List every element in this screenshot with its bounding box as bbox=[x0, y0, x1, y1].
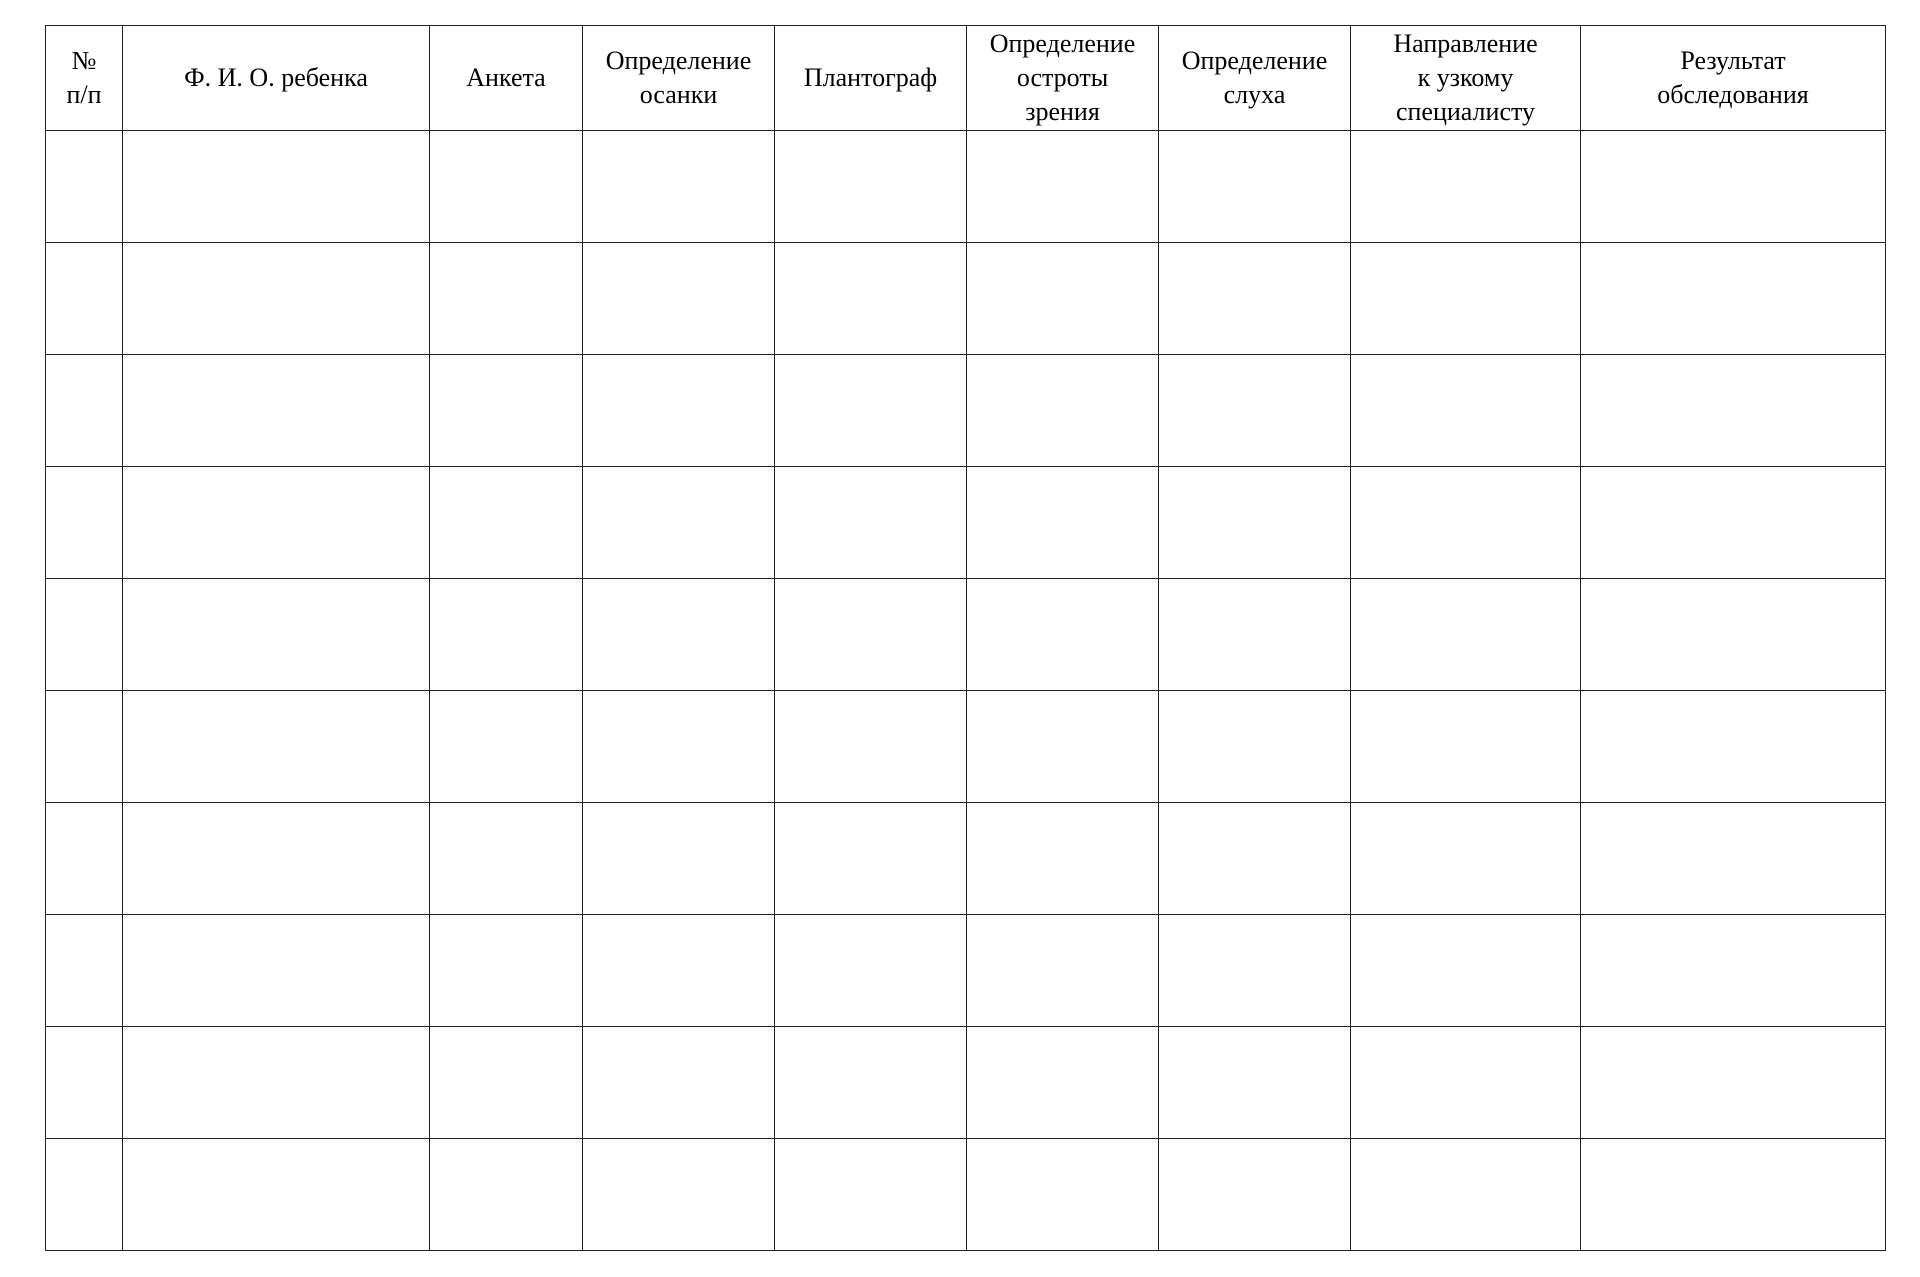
header-questionnaire: Анкета bbox=[430, 26, 583, 131]
table-cell bbox=[1351, 243, 1581, 355]
table-cell bbox=[583, 355, 775, 467]
table-cell bbox=[583, 691, 775, 803]
table-cell bbox=[46, 355, 123, 467]
table-cell bbox=[123, 803, 430, 915]
table-cell bbox=[430, 1027, 583, 1139]
table-row bbox=[46, 131, 1886, 243]
table-cell bbox=[775, 467, 967, 579]
table-cell bbox=[1159, 579, 1351, 691]
table-row bbox=[46, 803, 1886, 915]
table-cell bbox=[46, 803, 123, 915]
examination-form-table bbox=[45, 25, 1886, 1251]
table-cell bbox=[583, 915, 775, 1027]
table-cell bbox=[1351, 355, 1581, 467]
table-cell bbox=[123, 467, 430, 579]
table-cell bbox=[583, 1139, 775, 1251]
table-row bbox=[46, 1027, 1886, 1139]
table-cell bbox=[775, 691, 967, 803]
table-cell bbox=[967, 467, 1159, 579]
table-cell bbox=[967, 1139, 1159, 1251]
table-cell bbox=[1159, 691, 1351, 803]
table-cell bbox=[1351, 1139, 1581, 1251]
table-cell bbox=[123, 1027, 430, 1139]
table-cell bbox=[430, 1139, 583, 1251]
table-cell bbox=[430, 131, 583, 243]
table-cell bbox=[430, 803, 583, 915]
table-cell bbox=[46, 243, 123, 355]
table-cell bbox=[1159, 803, 1351, 915]
table-cell bbox=[1581, 1139, 1886, 1251]
table-cell bbox=[967, 131, 1159, 243]
table-row bbox=[46, 579, 1886, 691]
table-row bbox=[46, 1139, 1886, 1251]
header-examination-result: Результат обследования bbox=[1581, 26, 1886, 131]
table-row bbox=[46, 467, 1886, 579]
table-cell bbox=[1581, 579, 1886, 691]
table-cell bbox=[123, 1139, 430, 1251]
table-cell bbox=[967, 1027, 1159, 1139]
table-row bbox=[46, 691, 1886, 803]
table-cell bbox=[123, 579, 430, 691]
table-cell bbox=[1159, 1139, 1351, 1251]
table-cell bbox=[430, 579, 583, 691]
header-row bbox=[46, 26, 1886, 131]
table-cell bbox=[46, 915, 123, 1027]
table-cell bbox=[1581, 915, 1886, 1027]
table-cell bbox=[967, 355, 1159, 467]
header-plantograph: Плантограф bbox=[775, 26, 967, 131]
table-cell bbox=[775, 243, 967, 355]
table-cell bbox=[46, 691, 123, 803]
table-cell bbox=[1581, 691, 1886, 803]
table-cell bbox=[775, 1027, 967, 1139]
table-cell bbox=[1581, 803, 1886, 915]
table-cell bbox=[123, 915, 430, 1027]
table-cell bbox=[583, 579, 775, 691]
table-cell bbox=[1159, 131, 1351, 243]
header-posture: Определение осанки bbox=[583, 26, 775, 131]
table-cell bbox=[123, 691, 430, 803]
table-cell bbox=[775, 579, 967, 691]
table-cell bbox=[1159, 1027, 1351, 1139]
table-cell bbox=[1581, 243, 1886, 355]
table-cell bbox=[430, 355, 583, 467]
table-cell bbox=[583, 803, 775, 915]
table-cell bbox=[1159, 915, 1351, 1027]
table-cell bbox=[46, 131, 123, 243]
table-cell bbox=[583, 1027, 775, 1139]
table-cell bbox=[430, 691, 583, 803]
table-cell bbox=[1351, 579, 1581, 691]
table-cell bbox=[1581, 131, 1886, 243]
table-cell bbox=[1351, 691, 1581, 803]
table-cell bbox=[430, 915, 583, 1027]
table-cell bbox=[775, 915, 967, 1027]
table-row bbox=[46, 243, 1886, 355]
table-cell bbox=[775, 131, 967, 243]
table-cell bbox=[583, 243, 775, 355]
table-cell bbox=[1351, 803, 1581, 915]
table-cell bbox=[1159, 355, 1351, 467]
table-cell bbox=[967, 579, 1159, 691]
table-cell bbox=[967, 243, 1159, 355]
table-cell bbox=[583, 131, 775, 243]
table-row bbox=[46, 915, 1886, 1027]
header-visual-acuity: Определение остроты зрения bbox=[967, 26, 1159, 131]
table-cell bbox=[775, 803, 967, 915]
table-cell bbox=[123, 131, 430, 243]
table-cell bbox=[1581, 467, 1886, 579]
table-cell bbox=[123, 243, 430, 355]
table-cell bbox=[430, 243, 583, 355]
table-cell bbox=[1159, 467, 1351, 579]
header-hearing: Определение слуха bbox=[1159, 26, 1351, 131]
table-cell bbox=[1159, 243, 1351, 355]
table-cell bbox=[46, 1027, 123, 1139]
table-cell bbox=[1351, 467, 1581, 579]
table-cell bbox=[46, 1139, 123, 1251]
header-specialist-referral: Направление к узкому специалисту bbox=[1351, 26, 1581, 131]
table-cell bbox=[1581, 355, 1886, 467]
table-cell bbox=[46, 579, 123, 691]
header-row-number: № п/п bbox=[46, 26, 123, 131]
table-cell bbox=[775, 355, 967, 467]
header-child-name: Ф. И. О. ребенка bbox=[123, 26, 430, 131]
table-cell bbox=[46, 467, 123, 579]
table-cell bbox=[967, 915, 1159, 1027]
table-cell bbox=[123, 355, 430, 467]
table-cell bbox=[1351, 131, 1581, 243]
table-row bbox=[46, 355, 1886, 467]
table-cell bbox=[1581, 1027, 1886, 1139]
table-cell bbox=[967, 803, 1159, 915]
table-cell bbox=[967, 691, 1159, 803]
table-cell bbox=[1351, 915, 1581, 1027]
table-cell bbox=[583, 467, 775, 579]
table-cell bbox=[430, 467, 583, 579]
table-body bbox=[46, 131, 1886, 1251]
table-cell bbox=[1351, 1027, 1581, 1139]
table-cell bbox=[775, 1139, 967, 1251]
